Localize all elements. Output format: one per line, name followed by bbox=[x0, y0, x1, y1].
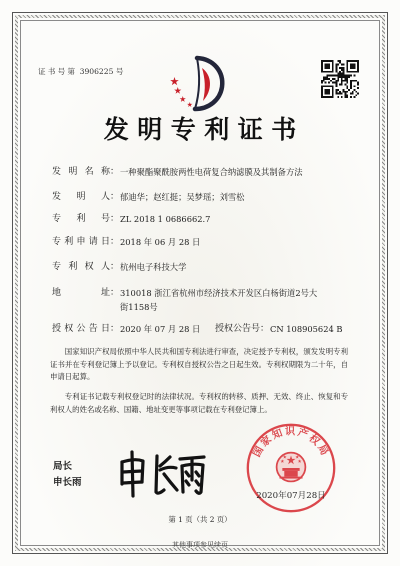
field-colon: ： bbox=[110, 262, 120, 272]
field-value-inventors: 郁迪华；赵红挺；吴梦瑶；刘雪松 bbox=[120, 192, 245, 202]
statement-legal-status: 专利证书记载专利权登记时的法律状况。专利权的转移、质押、无效、终止、恢复和专利权人的姓名或名称、国籍、地址变更等事项记载在专利登记簿上。 bbox=[50, 392, 348, 414]
field-label-grant-date: 授权公告日 bbox=[52, 324, 110, 334]
field-label-grant-publication-number: 授权公告号 bbox=[215, 324, 261, 334]
field-colon: ： bbox=[110, 167, 120, 177]
field-inventors bbox=[52, 191, 244, 203]
field-label-patent-number: 专利号 bbox=[52, 214, 110, 224]
certificate-number-prefix: 证书号第 bbox=[38, 67, 78, 76]
certificate-number bbox=[38, 67, 123, 77]
signatory-name: 申长雨 bbox=[53, 477, 82, 488]
field-label-filing-date: 专利申请日 bbox=[52, 237, 110, 247]
field-colon: ： bbox=[110, 288, 120, 298]
handwritten-signature bbox=[112, 448, 212, 500]
field-colon: ： bbox=[110, 214, 120, 224]
field-value-patent-number: ZL 2018 1 0686662.7 bbox=[120, 214, 211, 224]
statement-grant: 国家知识产权局依照中华人民共和国专利法进行审查，决定授予专利权，颁发发明专利证书并在专利登记簿上予以登记。专利权自授权公告之日起生效。专利权期限为二十年，自申请日起算。 bbox=[50, 347, 348, 382]
certificate-title: 发明专利证书 bbox=[103, 115, 305, 144]
field-invention-name bbox=[52, 166, 303, 178]
field-value-address: 310018 浙江省杭州市经济技术开发区白杨街道2号大街1158号 bbox=[120, 288, 318, 312]
field-colon: ： bbox=[110, 237, 120, 247]
qr-code-icon bbox=[321, 60, 359, 98]
qr-modules bbox=[321, 60, 359, 98]
signatory-title: 局长 bbox=[53, 461, 73, 472]
cnipa-emblem-icon bbox=[166, 54, 226, 112]
field-value-grant-publication-number: CN 108905624 B bbox=[270, 324, 343, 334]
field-label-address: 地址 bbox=[52, 288, 110, 298]
page-indicator: 第 1 页（共 2 页） bbox=[168, 515, 232, 524]
field-colon: ： bbox=[110, 192, 120, 202]
certificate-number-value: 3906225 bbox=[79, 67, 114, 76]
field-patentee bbox=[52, 261, 186, 273]
field-grant-date bbox=[52, 323, 200, 335]
field-filing-date bbox=[52, 236, 200, 248]
field-patent-number bbox=[52, 213, 210, 225]
field-label-inventors: 发明人 bbox=[52, 192, 110, 202]
page-footer: 其他事项参见续页 bbox=[172, 541, 228, 549]
field-grant-publication-number bbox=[215, 323, 343, 335]
seal-text: 国家知识产权局 bbox=[251, 426, 331, 460]
national-emblem-icon bbox=[277, 453, 306, 482]
field-label-patentee: 专利权人 bbox=[52, 262, 110, 272]
field-value-invention-name: 一种聚酯聚酰胺两性电荷复合纳滤膜及其制备方法 bbox=[120, 167, 303, 177]
field-colon: ： bbox=[110, 324, 120, 334]
field-value-grant-date: 2020 年 07 月 28 日 bbox=[120, 324, 201, 334]
field-value-patentee: 杭州电子科技大学 bbox=[120, 262, 187, 272]
seal-date: 2020年07月28日 bbox=[256, 491, 326, 501]
certificate-number-suffix: 号 bbox=[115, 67, 124, 76]
field-value-filing-date: 2018 年 06 月 28 日 bbox=[120, 237, 201, 247]
field-colon: ： bbox=[260, 324, 270, 334]
field-label-invention-name: 发明名称 bbox=[52, 167, 110, 177]
field-address bbox=[52, 286, 320, 314]
